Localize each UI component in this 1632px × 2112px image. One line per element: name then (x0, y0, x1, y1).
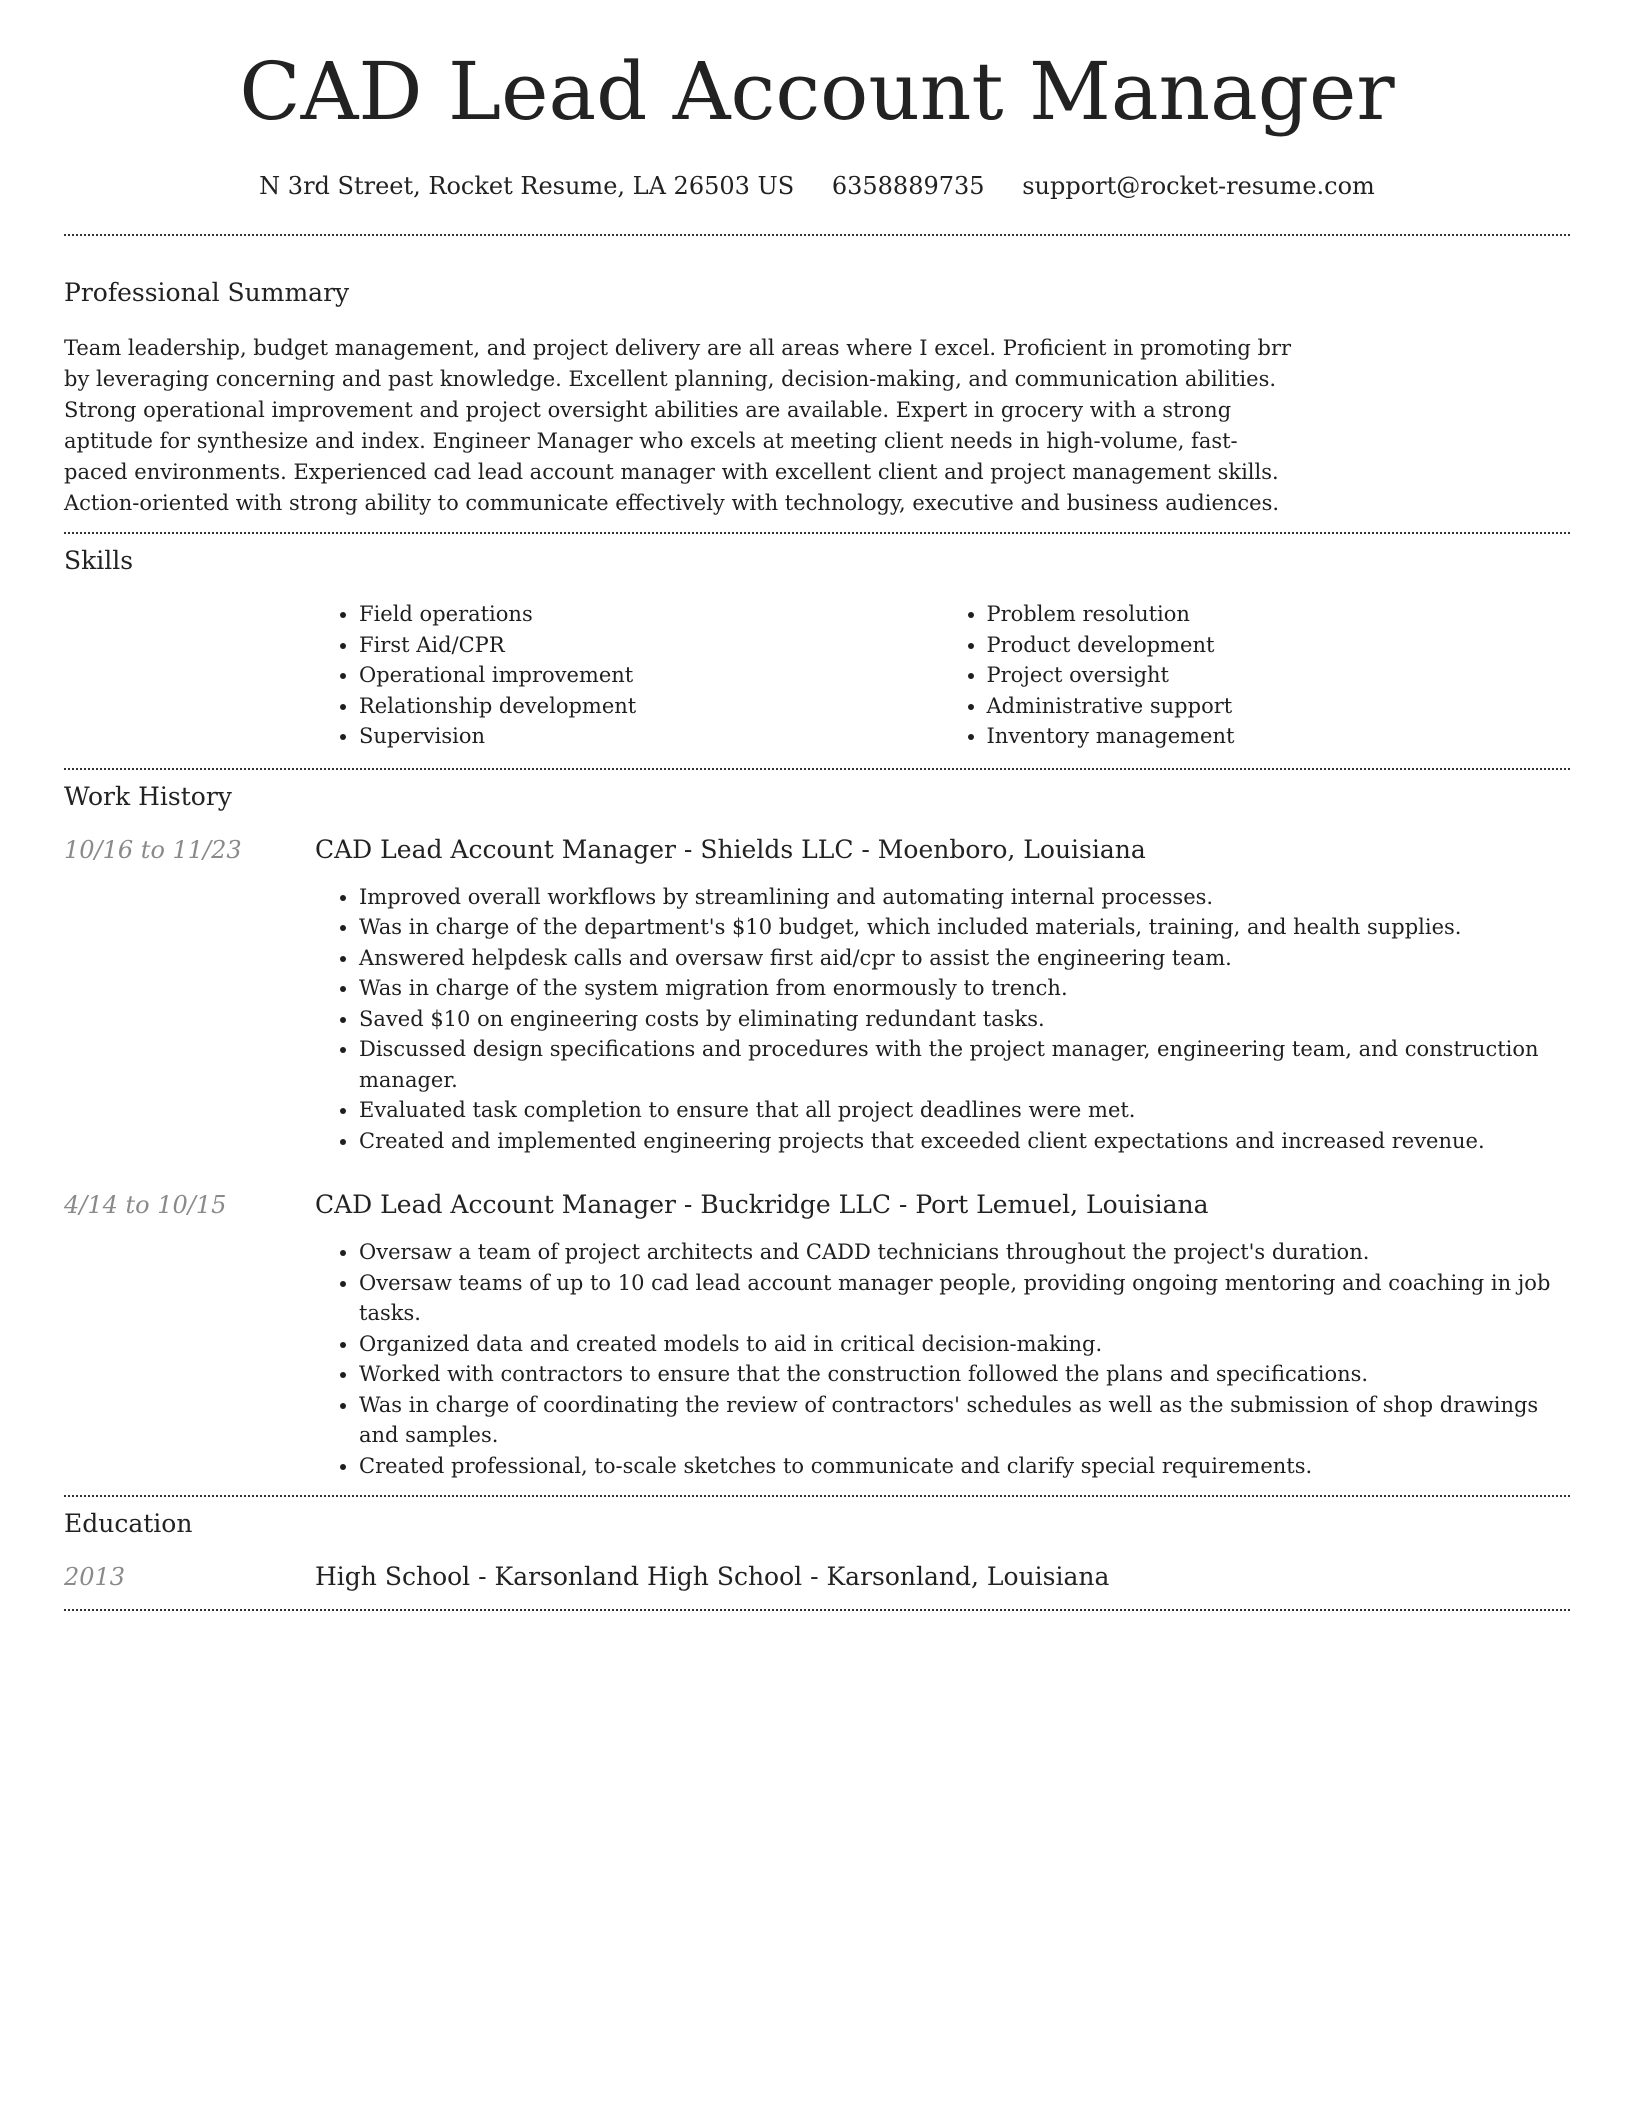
section-title-skills: Skills (64, 546, 134, 575)
skill-item: • Project oversight (987, 660, 1571, 691)
skill-item: • Administrative support (987, 691, 1571, 722)
job-title: CAD Lead Account Manager - Shields LLC - Moenboro, Louisiana (315, 834, 1146, 864)
education-entry (64, 1562, 1570, 1591)
job-bullet: • Improved overall workflows by streamlining and automating internal processes. (359, 882, 1559, 913)
resume-name: CAD Lead Account Manager (239, 45, 1395, 138)
contact-phone: 6358889735 (831, 172, 985, 200)
skill-item: • Supervision (359, 721, 943, 752)
skills-list (315, 599, 1570, 752)
job-bullet: • Saved $10 on engineering costs by eliminating redundant tasks. (359, 1004, 1559, 1035)
education-date: 2013 (64, 1563, 126, 1591)
job-bullet: • Created professional, to-scale sketches to communicate and clarify special requirements. (359, 1451, 1559, 1482)
skill-item: • First Aid/CPR (359, 630, 943, 661)
divider (64, 1609, 1570, 1611)
skills-column-right (943, 599, 1571, 752)
job-bullets (315, 882, 1559, 1157)
divider (64, 768, 1570, 770)
job-bullet: • Was in charge of coordinating the review of contractors' schedules as well as the submission of shop drawings and samples. (359, 1390, 1559, 1451)
skills-column-left (315, 599, 943, 752)
contact-email: support@rocket-resume.com (1022, 172, 1375, 200)
divider (64, 234, 1570, 236)
job-entry (64, 835, 1570, 1157)
contact-address: N 3rd Street, Rocket Resume, LA 26503 US (259, 172, 795, 200)
section-title-summary: Professional Summary (64, 278, 350, 307)
summary-text: Team leadership, budget management, and project delivery are all areas where I excel. Proficient in promoting brr by leveraging concerning and past knowledge. Excellent planning, decision-making, and communication abilities. Strong operational improvement and project oversight abilities are available. Expert in grocery with a strong aptitude for synthesize and index. Engineer Manager who excels at meeting client needs in high-volume, fast-paced environments. Experienced cad lead account manager with excellent client and project management skills. Action-oriented with strong ability to communicate effectively with technology, executive and business audiences. (64, 336, 1292, 515)
job-header (64, 1190, 1570, 1219)
job-bullet: • Oversaw a team of project architects and CADD technicians throughout the project's duration. (359, 1237, 1559, 1268)
job-bullet: • Organized data and created models to aid in critical decision-making. (359, 1329, 1559, 1360)
job-bullet: • Oversaw teams of up to 10 cad lead account manager people, providing ongoing mentoring and coaching in job tasks. (359, 1268, 1559, 1329)
job-bullet: • Created and implemented engineering projects that exceeded client expectations and increased revenue. (359, 1126, 1559, 1157)
job-bullet: • Evaluated task completion to ensure that all project deadlines were met. (359, 1095, 1559, 1126)
job-header (64, 835, 1570, 864)
section-title-education: Education (64, 1509, 193, 1538)
contact-line (64, 172, 1570, 200)
skill-item: • Relationship development (359, 691, 943, 722)
job-bullet: • Was in charge of the system migration from enormously to trench. (359, 973, 1559, 1004)
job-bullet: • Answered helpdesk calls and oversaw first aid/cpr to assist the engineering team. (359, 943, 1559, 974)
education-title: High School - Karsonland High School - Karsonland, Louisiana (315, 1562, 1110, 1591)
job-bullets (315, 1237, 1559, 1481)
skill-item: • Problem resolution (987, 599, 1571, 630)
section-title-work: Work History (64, 781, 232, 811)
skill-item: • Product development (987, 630, 1571, 661)
skill-item: • Inventory management (987, 721, 1571, 752)
job-bullet: • Worked with contractors to ensure that the construction followed the plans and specifications. (359, 1359, 1559, 1390)
job-date: 10/16 to 11/23 (64, 835, 242, 864)
skill-item: • Operational improvement (359, 660, 943, 691)
job-bullet: • Discussed design specifications and procedures with the project manager, engineering team, and construction manager. (359, 1034, 1559, 1095)
job-bullet: • Was in charge of the department's $10 budget, which included materials, training, and health supplies. (359, 912, 1559, 943)
job-entry (64, 1190, 1570, 1481)
resume-page (64, 0, 1570, 1611)
divider (64, 1495, 1570, 1497)
divider (64, 532, 1570, 534)
skill-item: • Field operations (359, 599, 943, 630)
job-title: CAD Lead Account Manager - Buckridge LLC - Port Lemuel, Louisiana (315, 1190, 1209, 1219)
job-date: 4/14 to 10/15 (64, 1191, 227, 1219)
